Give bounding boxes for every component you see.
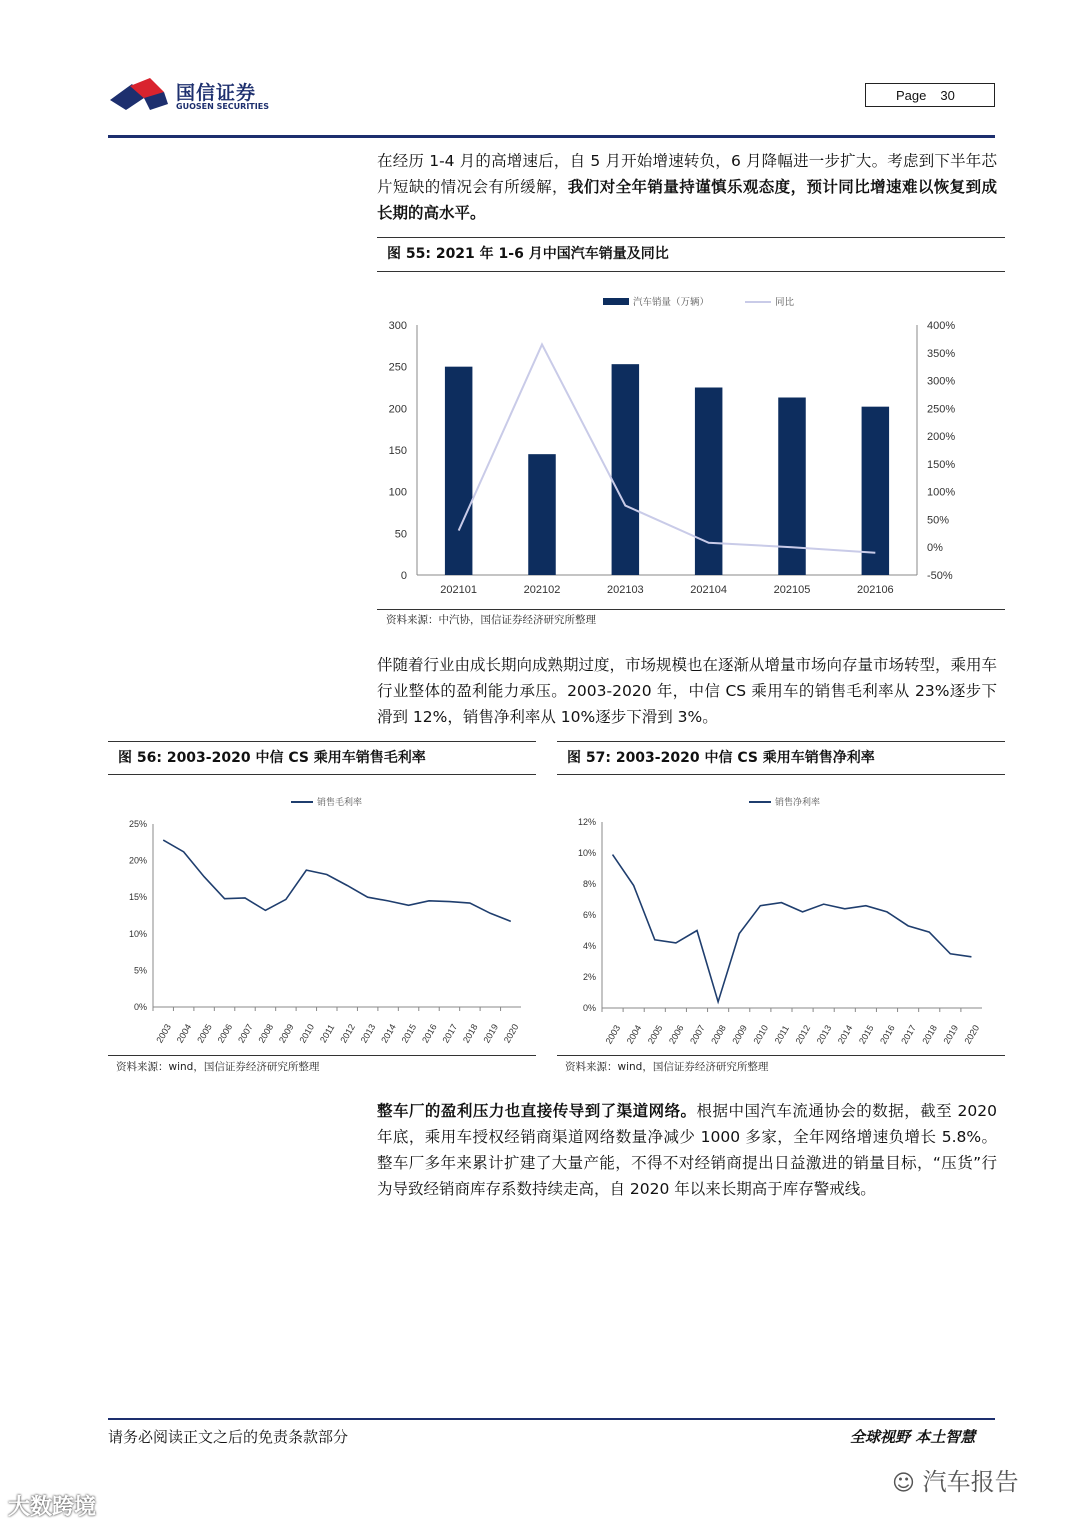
series-line-yoy	[459, 344, 876, 552]
bar-202106	[862, 407, 890, 575]
x-tick-label: 2013	[358, 1022, 378, 1045]
fig55-title: 图 55: 2021 年 1-6 月中国汽车销量及同比	[387, 246, 669, 262]
x-tick-label: 202102	[523, 584, 561, 596]
x-tick-label: 2007	[688, 1023, 707, 1046]
fig57-title-rule	[557, 774, 1005, 775]
x-tick-label: 2006	[666, 1023, 686, 1046]
y-left-tick-label: 250	[388, 361, 407, 374]
x-tick-label: 2007	[236, 1022, 255, 1045]
y-tick-label: 10%	[577, 848, 596, 858]
bar-202102	[528, 454, 556, 575]
x-tick-label: 2017	[899, 1023, 918, 1046]
legend-label-sales: 汽车销量（万辆）	[633, 297, 710, 308]
x-tick-label: 2005	[195, 1022, 214, 1045]
legend-swatch-sales	[603, 298, 629, 305]
paragraph-2: 伴随着行业由成长期向成熟期过度，市场规模也在逐渐从增量市场向存量市场转型，乘用车行业整体的盈利能力承压。2003-2020 年，中信 CS 乘用车的销售毛利率从 23%逐步下滑到 12%，销售净利率从 10%逐步下滑到 3%。	[377, 656, 998, 726]
x-tick-label: 2017	[440, 1022, 460, 1045]
x-tick-label: 2006	[215, 1022, 235, 1045]
x-tick-label: 2004	[624, 1023, 644, 1046]
y-tick-label: 10%	[128, 928, 147, 939]
logo-text-cn: 国信证券	[176, 82, 257, 104]
y-left-tick-label: 150	[388, 445, 407, 457]
x-tick-label: 2003	[603, 1023, 623, 1046]
y-tick-label: 6%	[582, 910, 596, 920]
x-tick-label: 2014	[379, 1022, 398, 1045]
fig56-title-rule	[108, 774, 536, 775]
x-tick-label: 2018	[920, 1023, 939, 1046]
logo-text-en: GUOSEN SECURITIES	[176, 102, 269, 111]
y-right-tick-label: 100%	[927, 486, 956, 499]
x-tick-label: 2018	[460, 1022, 480, 1045]
fig55-title-rule	[377, 271, 1005, 272]
y-left-tick-label: 300	[388, 320, 407, 332]
series-line	[613, 855, 972, 1002]
watermark-bottom-left: 大数跨境	[8, 1495, 97, 1520]
logo-mark-icon	[108, 76, 174, 118]
y-right-tick-label: 400%	[927, 320, 956, 332]
y-left-tick-label: 200	[388, 403, 407, 416]
y-right-tick-label: 200%	[927, 431, 956, 444]
x-tick-label: 2015	[856, 1023, 876, 1046]
fig56-title: 图 56: 2003-2020 中信 CS 乘用车销售毛利率	[118, 750, 426, 766]
x-tick-label: 2008	[256, 1022, 276, 1045]
x-tick-label: 2008	[709, 1023, 728, 1046]
header-divider	[108, 135, 995, 138]
watermark-wechat	[892, 1462, 1019, 1497]
paragraph-3	[377, 1098, 997, 1202]
x-tick-label: 2014	[835, 1023, 855, 1046]
fig55-source: 资料来源：中汽协，国信证券经济研究所整理	[386, 614, 596, 626]
x-tick-label: 202106	[856, 584, 894, 596]
fig57-bottom-rule	[557, 1055, 1005, 1056]
paragraph-3-bold: 整车厂的盈利压力也直接传导到了渠道网络。	[377, 1102, 697, 1120]
x-tick-label: 2016	[420, 1022, 439, 1045]
x-tick-label: 2015	[399, 1022, 419, 1045]
fig56-source: 资料来源：wind，国信证券经济研究所整理	[116, 1061, 320, 1073]
x-tick-label: 2011	[318, 1022, 337, 1045]
bar-202104	[695, 388, 723, 576]
y-right-tick-label: 50%	[927, 514, 950, 527]
x-tick-label: 2009	[276, 1022, 296, 1045]
fig55-bottom-rule	[377, 609, 1005, 610]
y-tick-label: 2%	[582, 972, 596, 982]
bar-202103	[612, 364, 640, 575]
y-tick-label: 15%	[128, 892, 147, 903]
x-tick-label: 2020	[962, 1023, 982, 1046]
bar-202101	[445, 367, 473, 575]
x-tick-label: 2010	[297, 1022, 317, 1045]
series-line	[163, 840, 511, 921]
x-tick-label: 2013	[814, 1023, 834, 1046]
paragraph-1-bold: 我们对全年销量持谨慎乐观态度，预计同比增速难以恢复到成长期的高水平。	[377, 178, 997, 222]
legend-label: 销售毛利率	[317, 797, 363, 807]
x-tick-label: 202104	[690, 584, 728, 596]
x-tick-label: 2012	[338, 1022, 357, 1045]
y-tick-label: 25%	[128, 819, 147, 829]
x-tick-label: 202105	[773, 584, 811, 596]
y-left-tick-label: 50	[394, 528, 407, 541]
x-tick-label: 2003	[154, 1022, 173, 1045]
x-tick-label: 2012	[793, 1023, 813, 1046]
y-right-tick-label: 150%	[927, 458, 956, 471]
fig55-chart	[377, 285, 1005, 607]
y-tick-label: 8%	[582, 879, 596, 889]
footer-divider	[108, 1418, 995, 1420]
footer-slogan: 全球视野 本土智慧	[850, 1428, 976, 1446]
paragraph-1	[377, 148, 997, 226]
y-tick-label: 5%	[133, 965, 147, 976]
x-tick-label: 2011	[772, 1023, 792, 1046]
y-right-tick-label: -50%	[927, 570, 953, 582]
y-right-tick-label: 250%	[927, 403, 956, 416]
legend-label-yoy: 同比	[775, 297, 795, 308]
y-right-tick-label: 300%	[927, 375, 956, 388]
x-tick-label: 2016	[878, 1023, 897, 1046]
wechat-icon: ☺	[892, 1471, 915, 1496]
page-number: 30	[940, 88, 955, 103]
x-tick-label: 2005	[645, 1023, 665, 1046]
fig56-bottom-rule	[108, 1055, 536, 1056]
paragraph-1-text: 在经历 1-4 月的高增速后，自 5 月开始增速转负，6 月降幅进一步扩大。考虑到下半年芯片短缺的情况会有所缓解，	[377, 152, 997, 196]
y-tick-label: 20%	[128, 855, 147, 866]
x-tick-label: 2019	[941, 1023, 961, 1046]
footer-disclaimer: 请务必阅读正文之后的免责条款部分	[108, 1428, 349, 1446]
watermark-right-text: 汽车报告	[922, 1468, 1019, 1496]
y-tick-label: 0%	[582, 1003, 596, 1013]
x-tick-label: 2020	[501, 1022, 521, 1045]
x-tick-label: 202103	[606, 584, 644, 596]
page-label: Page	[896, 88, 927, 103]
fig56-chart	[108, 786, 536, 1052]
paragraph-3-text: 根据中国汽车流通协会的数据，截至 2020 年底，乘用车授权经销商渠道网络数量净减少 1000 多家，全年网络增速负增长 5.8%。整车厂多年来累计扩建了大量产能，不得不对经销商提出日益激进的销量目标，“压货”行为导致经销商库存系数持续走高，自 2020 年以来长期高于库存警戒线。	[377, 1102, 997, 1198]
y-tick-label: 0%	[133, 1002, 147, 1012]
y-right-tick-label: 0%	[927, 542, 943, 555]
fig57-source: 资料来源：wind，国信证券经济研究所整理	[565, 1061, 769, 1073]
y-left-tick-label: 100	[388, 486, 407, 499]
x-tick-label: 2009	[730, 1023, 749, 1046]
y-tick-label: 4%	[582, 941, 596, 951]
x-tick-label: 2004	[174, 1022, 194, 1045]
x-tick-label: 2019	[481, 1022, 501, 1045]
y-tick-label: 12%	[577, 817, 596, 827]
y-right-tick-label: 350%	[927, 347, 956, 360]
x-tick-label: 202101	[440, 584, 478, 596]
page-indicator	[865, 83, 995, 107]
fig57-chart	[557, 786, 1005, 1052]
x-tick-label: 2010	[751, 1023, 771, 1046]
guosen-logo	[108, 76, 278, 118]
fig57-title: 图 57: 2003-2020 中信 CS 乘用车销售净利率	[567, 750, 875, 766]
legend-label: 销售净利率	[775, 797, 821, 807]
y-left-tick-label: 0	[400, 570, 407, 582]
